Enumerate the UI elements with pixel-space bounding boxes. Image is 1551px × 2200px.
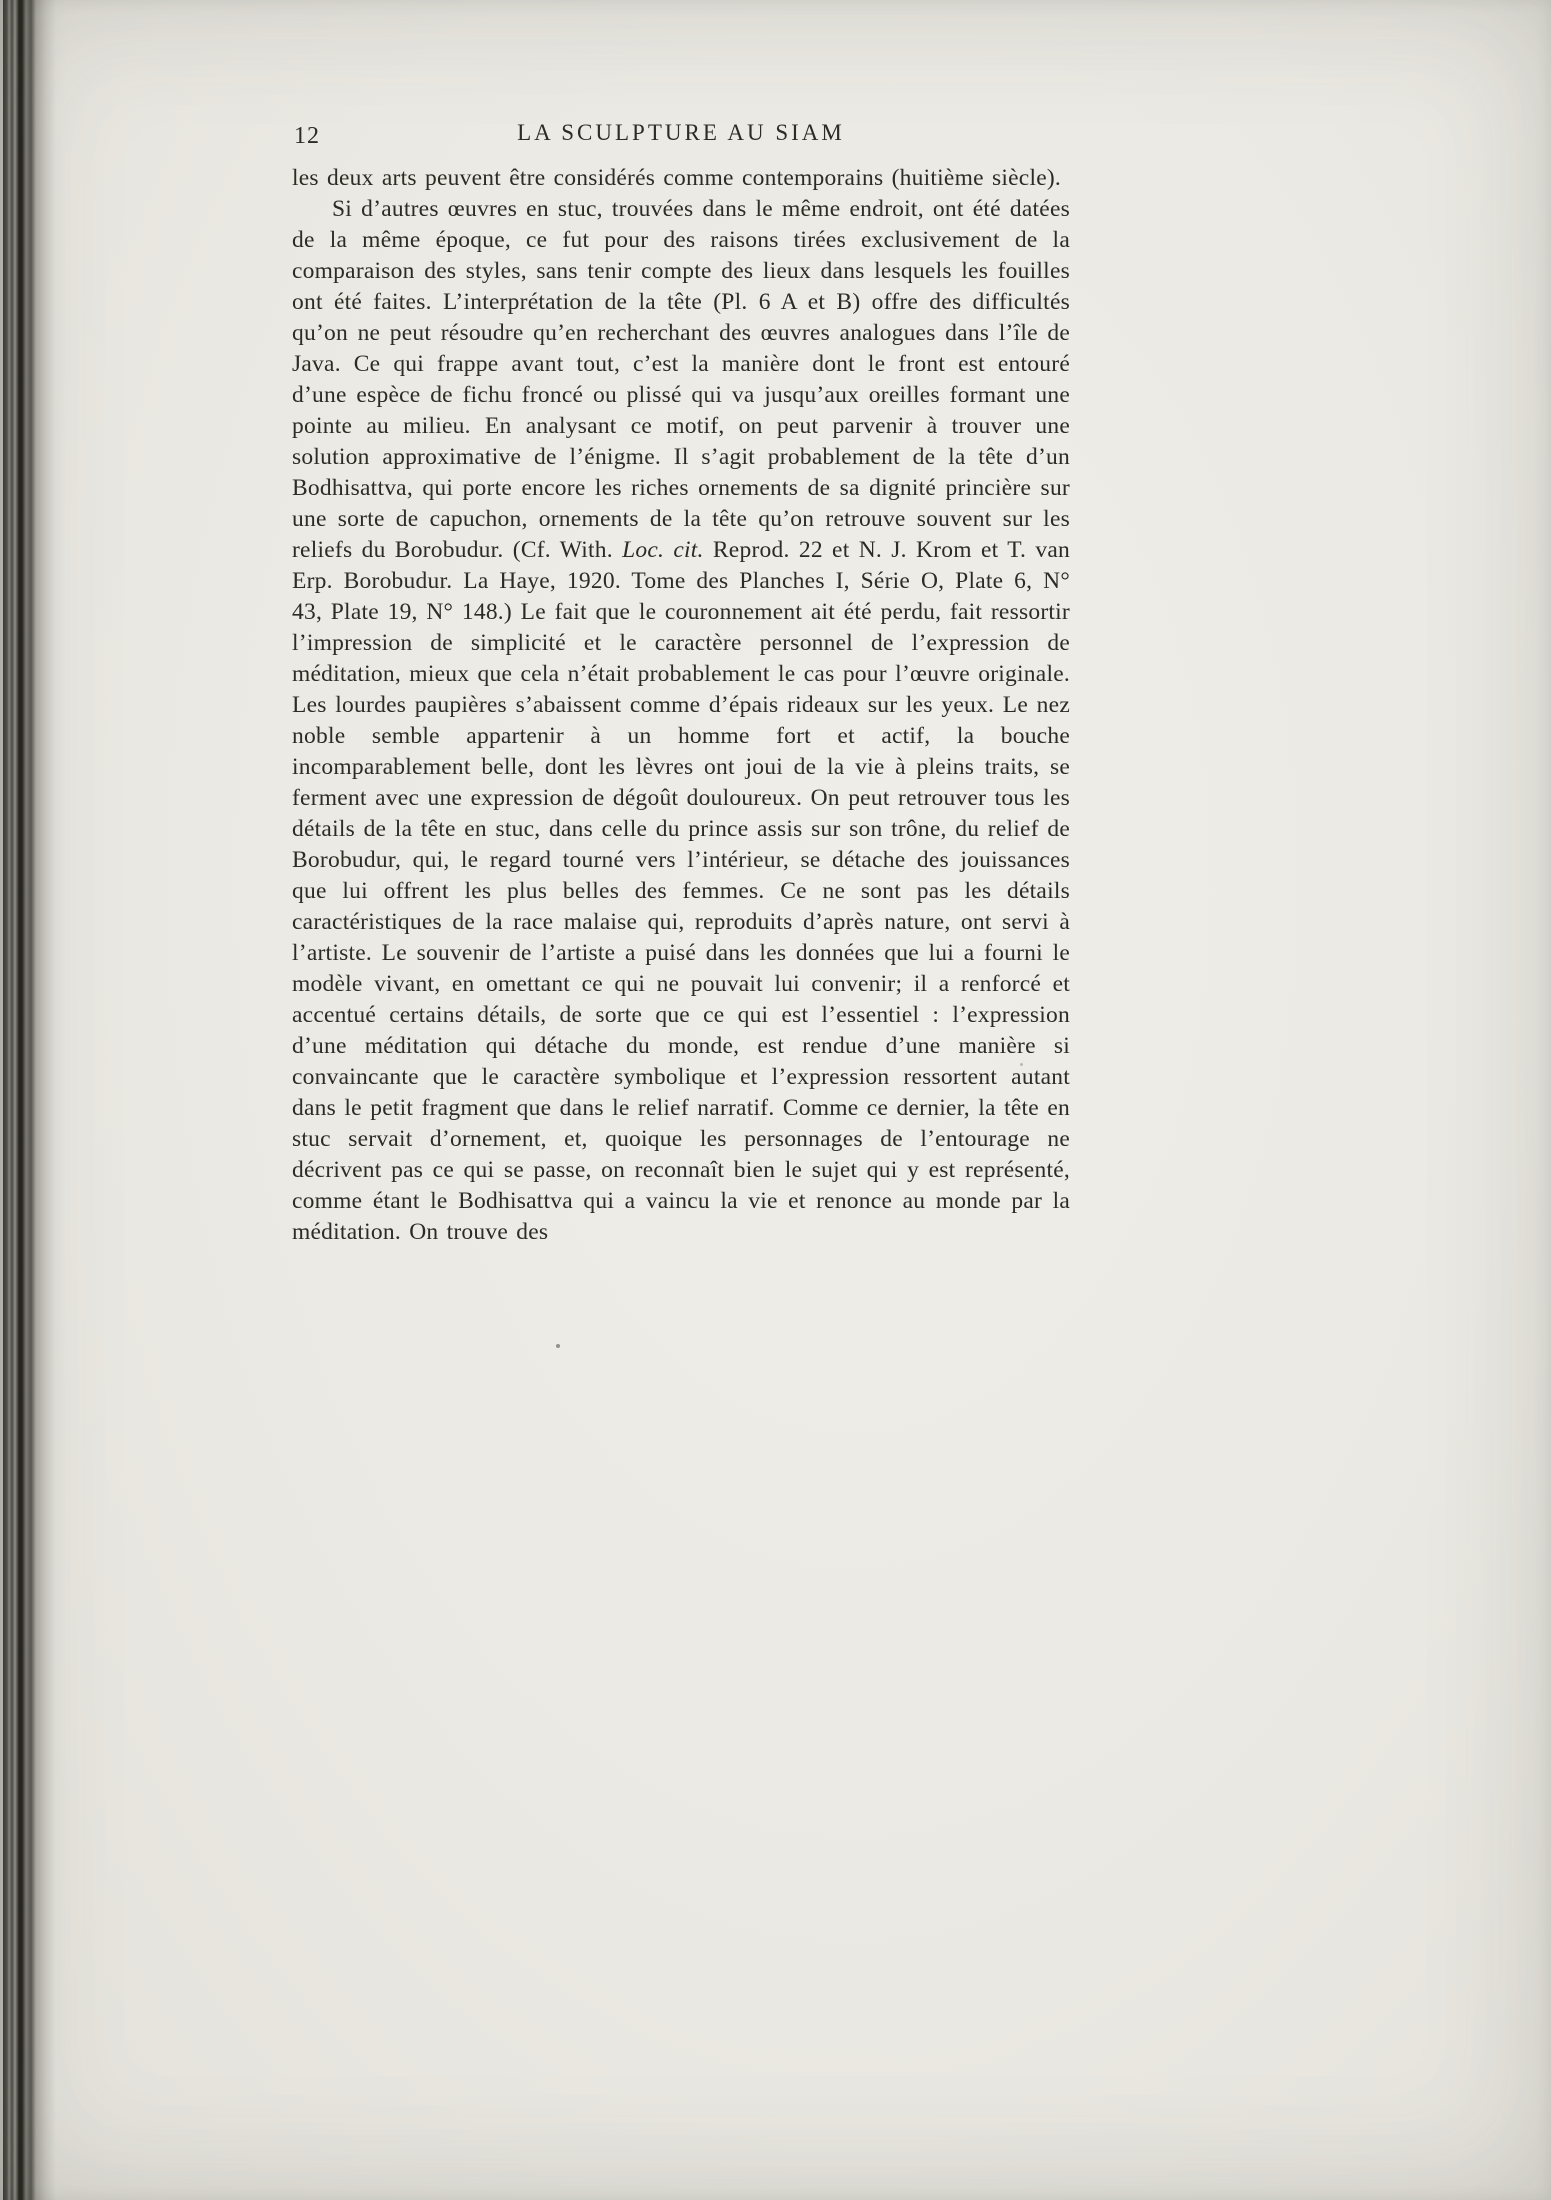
paragraph-text: les deux arts peuvent être considérés comme contemporains (huitième siècle). <box>292 165 1062 191</box>
paragraph-text: Si d’autres œuvres en stuc, trouvées dans le même endroit, ont été datées de la même époque, ce fut pour des raisons tirées exclusivement de la comparaison des styles, sans tenir compte des lieux dans lesquels les fouilles ont été faites. L’interprétation de la tête (Pl. 6 A et B) offre des difficultés qu’on ne peut résoudre qu’en recherchant des œuvres analogues dans l’île de Java. Ce qui frappe avant tout, c’est la manière dont le front est entouré d’une espèce de fichu froncé ou plissé qui va jusqu’aux oreilles formant une pointe au milieu. En analysant ce motif, on peut parvenir à trouver une solution approximative de l’énigme. Il s’agit probablement de la tête d’un Bodhisattva, qui porte encore les riches ornements de sa dignité princière sur une sorte de capuchon, ornements de la tête qu’on retrouve souvent sur les reliefs du Borobudur. (Cf. With. <box>292 196 1070 563</box>
text-block <box>292 163 1070 1248</box>
running-head: LA SCULPTURE AU SIAM <box>517 120 845 145</box>
paragraph-main <box>292 194 1070 1248</box>
scan-speck <box>556 1344 560 1348</box>
book-binding-edge <box>0 0 66 2200</box>
paragraph-text-italic: Loc. cit. <box>622 537 704 563</box>
paragraph-text: Reprod. 22 et N. J. Krom et T. van Erp. Borobudur. La Haye, 1920. Tome des Planches I, Série O, Plate 6, N° 43, Plate 19, N° 148.) Le fait que le couronnement ait été perdu, fait ressortir l’impression de simplicité et le caractère personnel de l’expression de méditation, mieux que cela n’était probablement le cas pour l’œuvre originale. Les lourdes paupières s’abaissent comme d’épais rideaux sur les yeux. Le nez noble semble appartenir à un homme fort et actif, la bouche incomparablement belle, dont les lèvres ont joui de la vie à pleins traits, se ferment avec une expression de dégoût douloureux. On peut retrouver tous les détails de la tête en stuc, dans celle du prince assis sur son trône, du relief de Borobudur, qui, le regard tourné vers l’intérieur, se détache des jouissances que lui offrent les plus belles des femmes. Ce ne sont pas les détails caractéristiques de la race malaise qui, reproduits d’après nature, ont servi à l’artiste. Le souvenir de l’artiste a puisé dans les données que lui a fourni le modèle vivant, en omettant ce qui ne pouvait lui convenir; il a renforcé et accentué certains détails, de sorte que ce qui est l’essentiel : l’expression d’une méditation qui détache du monde, est rendue d’une manière si convaincante que le caractère symbolique et l’expression ressortent autant dans le petit fragment que dans le relief narratif. Comme ce dernier, la tête en stuc servait d’ornement, et, quoique les personnages de l’entourage ne décrivent pas ce qui se passe, on reconnaît bien le sujet qui y est représenté, comme étant le Bodhisattva qui a vaincu la vie et renonce au monde par la méditation. On trouve des <box>292 537 1071 1245</box>
page-number: 12 <box>294 123 320 149</box>
paragraph-continuation <box>292 163 1070 194</box>
page-header <box>292 120 1070 154</box>
scan-speck <box>1020 1063 1023 1066</box>
